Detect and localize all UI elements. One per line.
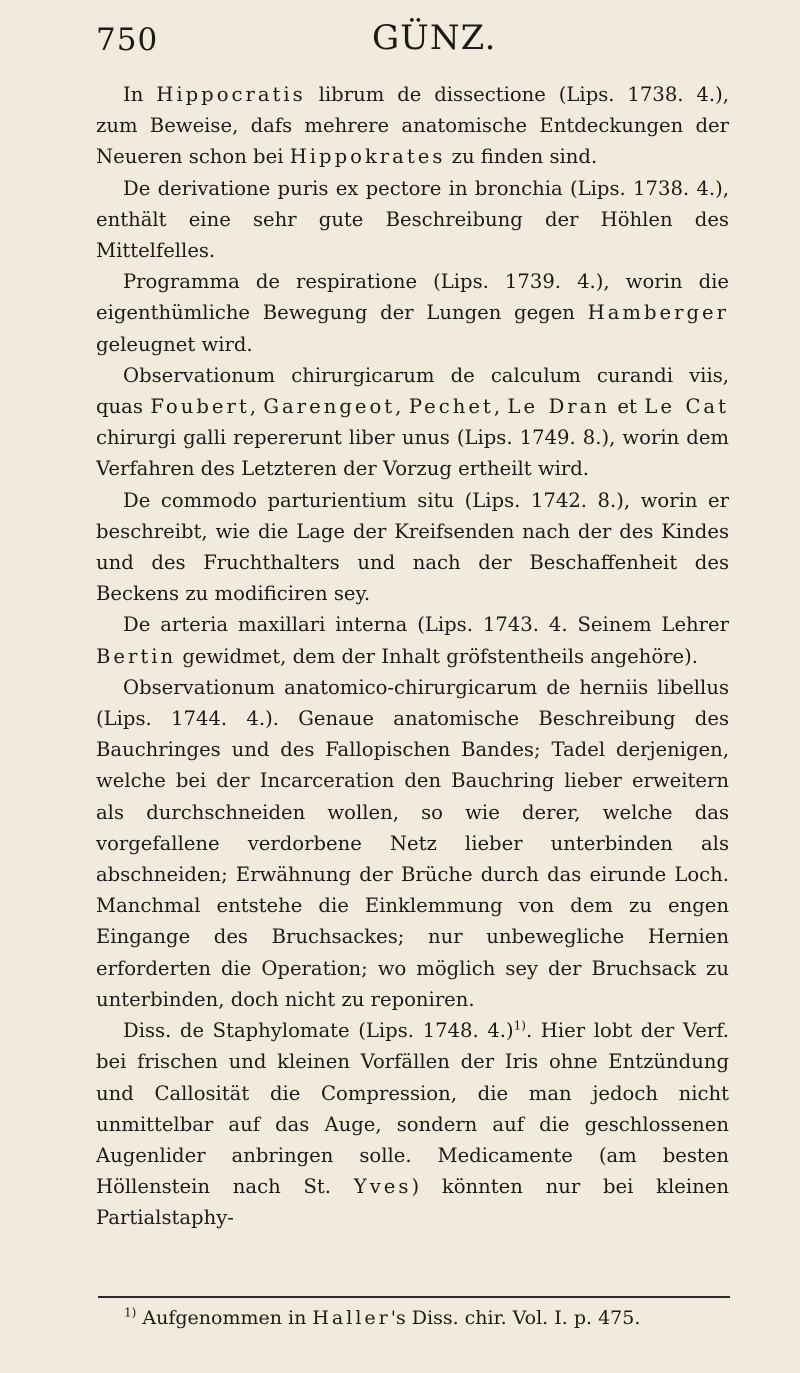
- text-run: geleugnet wird.: [96, 332, 253, 356]
- text-run: ,: [493, 395, 508, 419]
- text-run: Aufgenommen in: [136, 1307, 313, 1329]
- paragraph: [96, 672, 729, 1015]
- running-head: GÜNZ.: [372, 18, 497, 58]
- page-header: [0, 14, 800, 64]
- text-run: In: [123, 83, 157, 106]
- spaced-name: Le Dran: [507, 395, 610, 419]
- spaced-name: Hamberger: [587, 301, 729, 325]
- paragraph: [96, 609, 729, 671]
- text-run: ,: [395, 395, 409, 419]
- text-run: et: [609, 395, 645, 419]
- text-run: De arteria maxillari interna (Lips. 1743. 4. Seinem Lehrer: [123, 613, 729, 637]
- footnote-marker: 1): [124, 1305, 137, 1320]
- spaced-name: Hippocratis: [156, 83, 306, 106]
- text-run: Observationum anatomico-chirurgicarum de herniis libellus (Lips. 1744. 4.). Genaue anatomische Beschreibung des Bauchringes und des Fallopischen Bandes; Tadel derjenigen, welche bei der Incarceration den Bauchring lieber erweitern als durchschneiden wollen, so wie derer, welche das vorgefallene verdorbene Netz lieber unterbinden als abschneiden; Erwähnung der Brüche durch das eirunde Loch. Manchmal entstehe die Einklemmung von dem zu engen Eingange des Bruchsackes; nur unbewegliche Hernien erforderten die Operation; wo möglich sey der Bruchsack zu unterbinden, doch nicht zu reponiren.: [96, 675, 729, 1011]
- text-run: De derivatione puris ex pectore in bronchia (Lips. 1738. 4.), enthält eine sehr gute Beschreibung der Höhlen des Mittelfelles.: [96, 176, 729, 263]
- text-run: De commodo parturientium situ (Lips. 1742. 8.), worin er beschreibt, wie die Lage der Kreifsenden nach der des Kindes und des Fruchthalters und nach der Beschaffenheit des Beckens zu modificiren sey.: [96, 488, 729, 606]
- footnote-marker: 1): [513, 1018, 526, 1033]
- body-text: [96, 79, 729, 1234]
- text-run: chirurgi galli repererunt liber unus (Lips. 1749. 8.), worin dem Verfahren des Letzteren der Vorzug ertheilt wird.: [96, 426, 729, 481]
- spaced-name: Pechet: [408, 395, 494, 419]
- text-run: zu finden sind.: [445, 145, 598, 169]
- paragraph: [96, 173, 729, 267]
- spaced-name: Hippokrates: [289, 145, 446, 169]
- text-run: Programma de respiratione (Lips. 1739. 4.), worin die eigenthümliche Bewegung der Lungen gegen: [96, 270, 729, 325]
- spaced-name: Foubert: [150, 395, 250, 419]
- spaced-name: Garengeot: [263, 395, 396, 419]
- spaced-name: Yves: [353, 1175, 412, 1199]
- text-run: Observationum chirurgicarum de calculum curandi viis, quas: [96, 363, 729, 419]
- text-run: ) könnten nur bei kleinen Partialstaphy-: [96, 1175, 729, 1230]
- paragraph: [96, 1015, 729, 1233]
- paragraph: [96, 266, 729, 360]
- paragraph: [96, 79, 729, 173]
- spaced-name: Haller: [312, 1307, 391, 1329]
- footnote-rule: [98, 1296, 730, 1298]
- page-number: 750: [96, 22, 159, 58]
- paragraph: [96, 485, 729, 610]
- spaced-name: Le Cat: [644, 395, 729, 419]
- spaced-name: Bertin: [96, 644, 177, 668]
- text-run: librum de dissectione (Lips. 1738. 4.), zum Beweise, dafs mehrere anatomische Entdeckungen der Neueren schon bei: [96, 83, 730, 169]
- footnote: [124, 1304, 734, 1332]
- paragraph: [96, 360, 729, 485]
- text-run: 's Diss. chir. Vol. I. p. 475.: [390, 1307, 641, 1329]
- text-run: ,: [249, 395, 264, 419]
- text-run: Diss. de Staphylomate (Lips. 1748. 4.): [123, 1019, 514, 1043]
- text-run: . Hier lobt der Verf. bei frischen und kleinen Vorfällen der Iris ohne Entzündung und Callosität die Compression, die man jedoch nicht unmittelbar auf das Auge, sondern auf die geschlossenen Augenlider anbringen solle. Medicamente (am besten Höllenstein nach St.: [96, 1019, 729, 1199]
- text-run: gewidmet, dem der Inhalt gröfstentheils angehöre).: [176, 644, 698, 668]
